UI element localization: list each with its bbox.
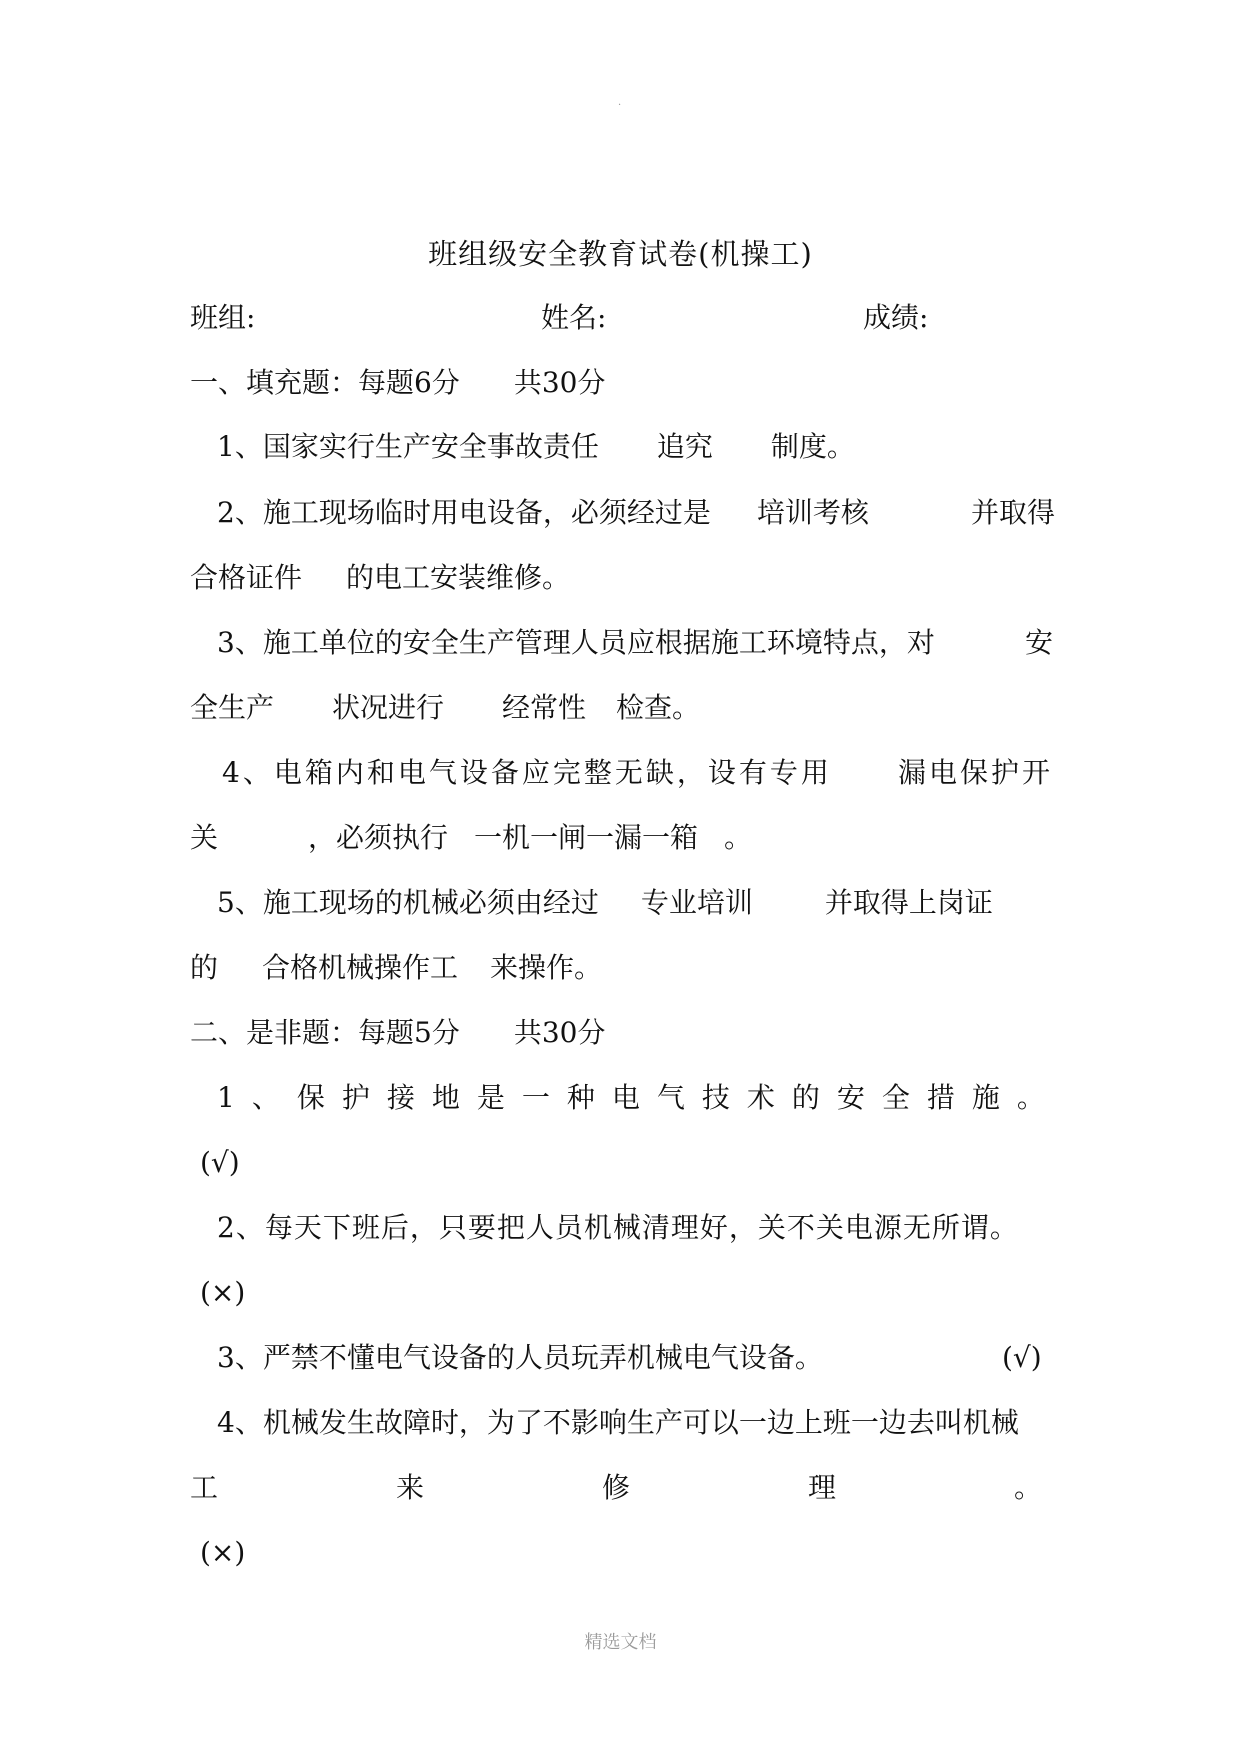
s1-q4-text-a: 4、电箱内和电气设备应完整无缺，设有专用 [222,756,832,789]
s2-q2-text: 2、每天下班后，只要把人员机械清理好，关不关电源无所谓。 [217,1211,1019,1244]
s1-q5-text-d: 来操作。 [490,951,603,984]
s1-question-3-line-2 [190,691,700,725]
s2-q1-char: 护 [341,1081,370,1114]
s2-question-4-line-2 [190,1471,1042,1505]
s2-q1-char: 安 [836,1081,865,1114]
s2-q2-mark: (×) [200,1276,246,1309]
section2-total: 共30分 [513,1016,606,1049]
section2-heading [190,1016,605,1050]
s1-q3-answer-1-b: 全生产 [190,691,275,724]
s2-q1-char: 术 [746,1081,775,1114]
section2-heading-text: 二、是非题：每题5分 [190,1016,460,1049]
s1-q5-text-c: 的 [190,951,219,984]
s2-q4-char: 来 [395,1471,424,1504]
name-label: 姓名: [541,301,607,334]
s1-q3-answer-1-a: 安 [1025,626,1054,659]
score-label: 成绩: [863,301,929,334]
s2-q4-text: 4、机械发生故障时，为了不影响生产可以一边上班一边去叫机械 [217,1406,1019,1439]
s1-q3-answer-2: 经常性 [502,691,587,724]
s2-q3-mark: (√) [1002,1341,1042,1374]
s2-q1-char: 的 [791,1081,820,1114]
s1-q1-text-b: 制度。 [770,430,855,463]
s1-q5-answer-2: 合格机械操作工 [262,951,459,984]
s2-q4-char: 修 [601,1471,630,1504]
s2-q1-char: 是 [476,1081,505,1114]
s1-q1-text-a: 1、国家实行生产安全事故责任 [217,430,599,463]
s2-q1-char: 种 [566,1081,595,1114]
s2-q4-char: 工 [190,1471,219,1504]
s1-q4-answer-1-b: 关 [190,821,219,854]
s1-q5-answer-1: 专业培训 [640,886,753,919]
s2-q1-mark: (√) [200,1146,240,1179]
s1-q1-answer: 追究 [656,430,713,463]
s1-q4-text-b: ，必须执行 [308,821,449,854]
s1-q3-text-b: 状况进行 [332,691,445,724]
s1-question-4-line-2 [190,821,752,855]
s1-question-2-line-2 [190,561,570,595]
s2-q4-char: 理 [807,1471,836,1504]
s1-q2-answer-2: 合格证件 [190,561,303,594]
s2-q1-char: 气 [656,1081,685,1114]
section1-heading-text: 一、填充题：每题6分 [190,366,460,399]
s2-q1-char: 1 [217,1081,235,1114]
s1-q2-text-a: 2、施工现场临时用电设备，必须经过是 [217,496,711,529]
s2-q1-char: 一 [521,1081,550,1114]
s2-q1-char: 电 [611,1081,640,1114]
s2-q1-char: 全 [881,1081,910,1114]
s2-q1-char: 施 [971,1081,1000,1114]
s2-q1-char: 。 [1016,1081,1045,1114]
s1-question-5-line-1 [217,886,993,920]
s2-q4-mark: (×) [200,1536,246,1569]
s2-q1-char: 地 [431,1081,460,1114]
s2-q3-text: 3、严禁不懂电气设备的人员玩弄机械电气设备。 [217,1341,823,1374]
section1-heading [190,366,605,400]
s1-q2-text-b: 并取得 [971,496,1056,529]
s2-question-1-line-1 [217,1081,1045,1115]
page-footer: 精选文档 [584,1632,657,1653]
s2-q1-char: 、 [251,1081,280,1114]
s2-q1-char: 措 [926,1081,955,1114]
page-title: 班组级安全教育试卷(机操工) [428,237,813,271]
section1-total: 共30分 [513,366,606,399]
s2-q4-char: 。 [1013,1471,1042,1504]
s1-question-1 [217,430,855,464]
s1-q3-text-a: 3、施工单位的安全生产管理人员应根据施工环境特点，对 [217,626,935,659]
team-label: 班组: [190,301,256,334]
s1-q5-text-b: 并取得上岗证 [824,886,993,919]
s2-q1-char: 接 [386,1081,415,1114]
s1-q4-text-c: 。 [724,821,753,854]
s1-q4-answer-2: 一机一闸一漏一箱 [474,821,699,854]
s1-q4-answer-1-a: 漏电保护开 [898,756,1054,789]
s1-q2-answer-1: 培训考核 [756,496,869,529]
s1-q2-text-c: 的电工安装维修。 [346,561,571,594]
header-dot: · [618,100,622,111]
s1-question-5-line-2 [190,951,602,985]
s1-question-2-line-1 [217,496,869,530]
s1-q5-text-a: 5、施工现场的机械必须由经过 [217,886,599,919]
s2-q1-char: 保 [296,1081,325,1114]
s2-q1-char: 技 [701,1081,730,1114]
s1-q3-text-c: 检查。 [616,691,701,724]
